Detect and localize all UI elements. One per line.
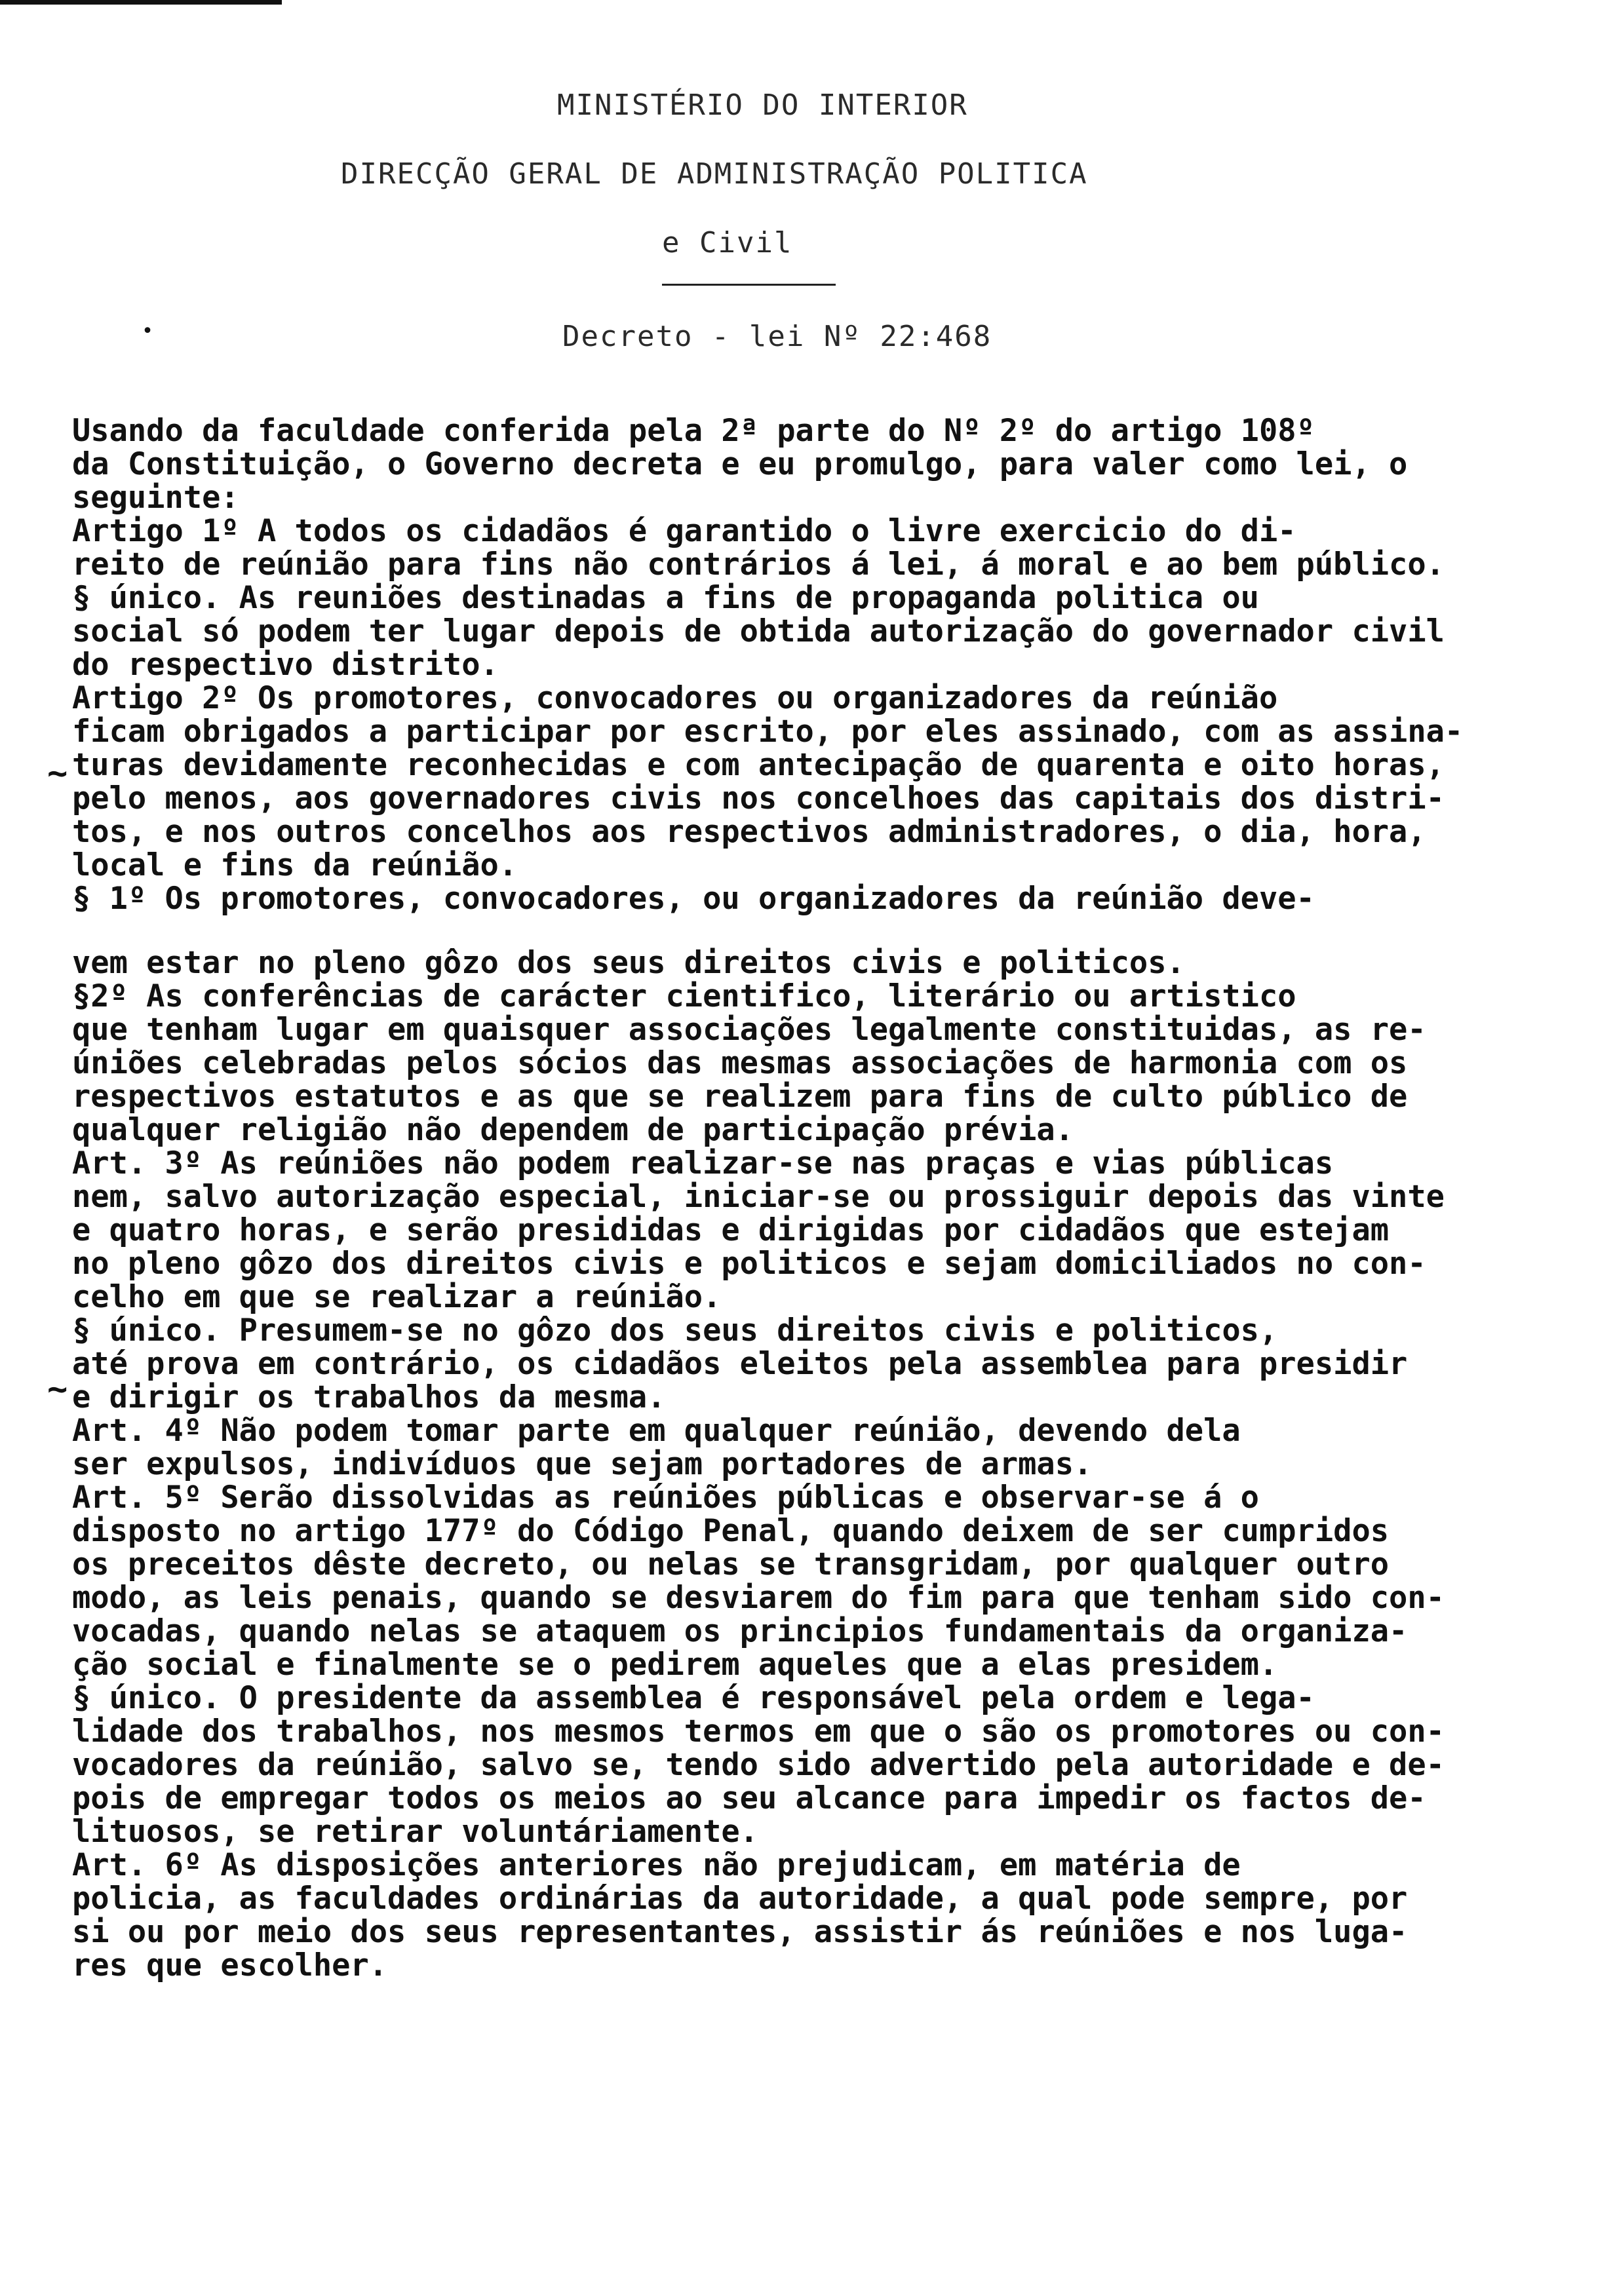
decree-body-text xyxy=(72,414,1580,1982)
text-line: res que escolher. xyxy=(72,1947,388,1983)
text-line: Artigo 1º A todos os cidadãos é garantido o livre exercicio do di- xyxy=(72,513,1296,549)
text-line: policia, as faculdades ordinárias da autoridade, a qual pode sempre, por xyxy=(72,1881,1408,1917)
text-line: § 1º Os promotores, convocadores, ou organizadores da reúnião deve- xyxy=(72,881,1315,917)
text-line: § único. Presumem-se no gôzo dos seus direitos civis e politicos, xyxy=(72,1312,1278,1349)
text-line: lituosos, se retirar voluntáriamente. xyxy=(72,1814,758,1850)
text-line: social só podem ter lugar depois de obtida autorização do governador civil xyxy=(72,613,1445,649)
decree-title: Decreto - lei Nº 22:468 xyxy=(562,320,992,353)
text-line: no pleno gôzo dos direitos civis e politicos e sejam domiciliados no con- xyxy=(72,1246,1426,1282)
margin-bullet-mark: • xyxy=(142,320,154,343)
scan-edge-mark xyxy=(0,0,282,5)
text-line: celho em que se realizar a reúnião. xyxy=(72,1279,722,1315)
text-line: tos, e nos outros concelhos aos respectivos administradores, o dia, hora, xyxy=(72,814,1426,850)
text-line: pois de empregar todos os meios ao seu alcance para impedir os factos de- xyxy=(72,1780,1426,1816)
text-line: nem, salvo autorização especial, iniciar-se ou prossiguir depois das vinte xyxy=(72,1179,1445,1215)
text-line: ficam obrigados a participar por escrito, por eles assinado, com as assina- xyxy=(72,714,1464,750)
text-line: e quatro horas, e serão presididas e dirigidas por cidadãos que estejam xyxy=(72,1212,1390,1248)
text-line: respectivos estatutos e as que se realizem para fins de culto público de xyxy=(72,1079,1408,1115)
text-line: Usando da faculdade conferida pela 2ª parte do Nº 2º do artigo 108º xyxy=(72,413,1315,449)
text-line: Art. 5º Serão dissolvidas as reúniões públicas e observar-se á o xyxy=(72,1480,1259,1516)
text-line: úniões celebradas pelos sócios das mesmas associações de harmonia com os xyxy=(72,1045,1408,1081)
text-line: Art. 3º As reúniões não podem realizar-se nas praças e vias públicas xyxy=(72,1145,1334,1181)
text-line: os preceitos dêste decreto, ou nelas se transgridam, por qualquer outro xyxy=(72,1546,1390,1582)
text-line: lidade dos trabalhos, nos mesmos termos em que o são os promotores ou con- xyxy=(72,1713,1445,1750)
text-line: vocadores da reúnião, salvo se, tendo sido advertido pela autoridade e de- xyxy=(72,1747,1445,1783)
text-line: § único. O presidente da assemblea é responsável pela ordem e lega- xyxy=(72,1680,1315,1716)
text-line: si ou por meio dos seus representantes, assistir ás reúniões e nos luga- xyxy=(72,1914,1408,1950)
text-line: Artigo 2º Os promotores, convocadores ou organizadores da reúnião xyxy=(72,680,1278,716)
text-line: vocadas, quando nelas se ataquem os principios fundamentais da organiza- xyxy=(72,1613,1408,1649)
text-line: pelo menos, aos governadores civis nos concelhoes das capitais dos distri- xyxy=(72,780,1445,816)
text-line: seguinte: xyxy=(72,480,239,516)
direction-heading: DIRECÇÃO GERAL DE ADMINISTRAÇÃO POLITICA xyxy=(341,157,1088,191)
heading-divider xyxy=(662,284,836,286)
text-line: §2º As conferências de carácter cientifico, literário ou artistico xyxy=(72,978,1296,1014)
text-line: § único. As reuniões destinadas a fins de propaganda politica ou xyxy=(72,580,1259,616)
text-line: e dirigir os trabalhos da mesma. xyxy=(72,1379,666,1415)
text-line: Art. 6º As disposições anteriores não prejudicam, em matéria de xyxy=(72,1847,1241,1883)
text-line: ção social e finalmente se o pedirem aqueles que a elas presidem. xyxy=(72,1647,1278,1683)
margin-tilde-mark: ~ xyxy=(47,754,68,793)
text-line: da Constituição, o Governo decreta e eu promulgo, para valer como lei, o xyxy=(72,446,1408,482)
text-line: modo, as leis penais, quando se desviarem do fim para que tenham sido con- xyxy=(72,1580,1445,1616)
margin-tilde-mark: ~ xyxy=(47,1369,68,1409)
civil-heading: e Civil xyxy=(662,226,793,259)
blank-line xyxy=(72,915,1580,946)
text-line: Art. 4º Não podem tomar parte em qualquer reúnião, devendo dela xyxy=(72,1413,1241,1449)
text-line: turas devidamente reconhecidas e com antecipação de quarenta e oito horas, xyxy=(72,747,1445,783)
text-line: qualquer religião não dependem de participação prévia. xyxy=(72,1112,1074,1148)
text-line: local e fins da reúnião. xyxy=(72,847,518,883)
text-line: até prova em contrário, os cidadãos eleitos pela assemblea para presidir xyxy=(72,1346,1408,1382)
text-line: vem estar no pleno gôzo dos seus direitos civis e politicos. xyxy=(72,945,1185,981)
text-line: que tenham lugar em quaisquer associações legalmente constituidas, as re- xyxy=(72,1012,1426,1048)
text-line: do respectivo distrito. xyxy=(72,647,499,683)
text-line: reito de reúnião para fins não contrários á lei, á moral e ao bem público. xyxy=(72,546,1445,583)
text-line: disposto no artigo 177º do Código Penal, quando deixem de ser cumpridos xyxy=(72,1513,1390,1549)
text-line: ser expulsos, indivíduos que sejam portadores de armas. xyxy=(72,1446,1093,1482)
ministry-heading: MINISTÉRIO DO INTERIOR xyxy=(557,88,968,122)
